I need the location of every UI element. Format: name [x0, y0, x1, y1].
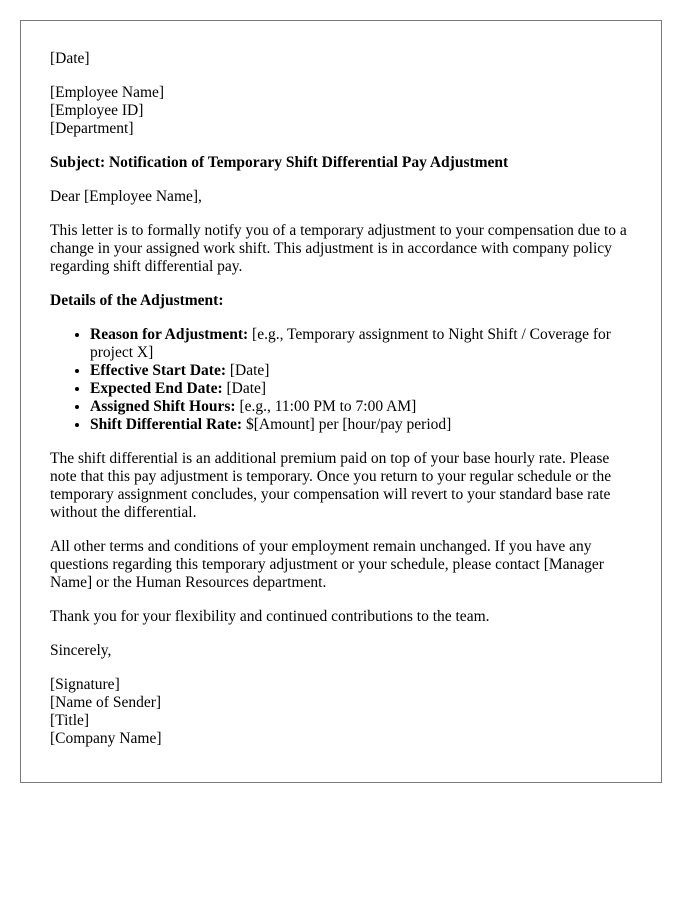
department: [Department] [50, 120, 134, 137]
detail-item-reason [90, 326, 633, 362]
letter-date: [Date] [50, 50, 90, 67]
details-heading: Details of the Adjustment: [50, 292, 224, 309]
detail-value: [Date] [226, 362, 270, 379]
company-name: [Company Name] [50, 730, 162, 747]
signature-block [50, 676, 633, 748]
sender-title: [Title] [50, 712, 90, 729]
recipient-block [50, 84, 633, 138]
detail-value: [e.g., Temporary assignment to Night Shift / Coverage for project X] [90, 326, 611, 361]
detail-item-shift-hours [90, 398, 633, 416]
letter-document [20, 20, 662, 783]
detail-item-start-date [90, 362, 633, 380]
thanks-paragraph: Thank you for your flexibility and continued contributions to the team. [50, 608, 490, 625]
detail-value: [e.g., 11:00 PM to 7:00 AM] [235, 398, 417, 415]
signature: [Signature] [50, 676, 120, 693]
detail-label: Reason for Adjustment: [90, 326, 249, 343]
detail-item-rate [90, 416, 633, 434]
detail-label: Shift Differential Rate: [90, 416, 243, 433]
salutation: Dear [Employee Name], [50, 188, 202, 205]
detail-item-end-date [90, 380, 633, 398]
employee-id: [Employee ID] [50, 102, 144, 119]
closing: Sincerely, [50, 642, 112, 659]
detail-label: Effective Start Date: [90, 362, 226, 379]
details-list [50, 326, 633, 434]
detail-label: Assigned Shift Hours: [90, 398, 236, 415]
intro-paragraph: This letter is to formally notify you of a temporary adjustment to your compensation due to a change in your assigned work shift. This adjustment is in accordance with company policy regarding shift differential pay. [50, 222, 627, 275]
sender-name: [Name of Sender] [50, 694, 162, 711]
employee-name: [Employee Name] [50, 84, 165, 101]
subject-line: Subject: Notification of Temporary Shift Differential Pay Adjustment [50, 154, 509, 171]
detail-value: [Date] [222, 380, 267, 397]
differential-paragraph: The shift differential is an additional premium paid on top of your base hourly rate. Please note that this pay adjustment is temporary. Once you return to your regular schedule or the temporary assignment concludes, your compensation will revert to your standard base rate without the differential. [50, 450, 612, 521]
terms-paragraph: All other terms and conditions of your employment remain unchanged. If you have any questions regarding this temporary adjustment or your schedule, please contact [Manager Name] or the Human Resources department. [50, 538, 604, 591]
detail-label: Expected End Date: [90, 380, 223, 397]
detail-value: $[Amount] per [hour/pay period] [242, 416, 452, 433]
